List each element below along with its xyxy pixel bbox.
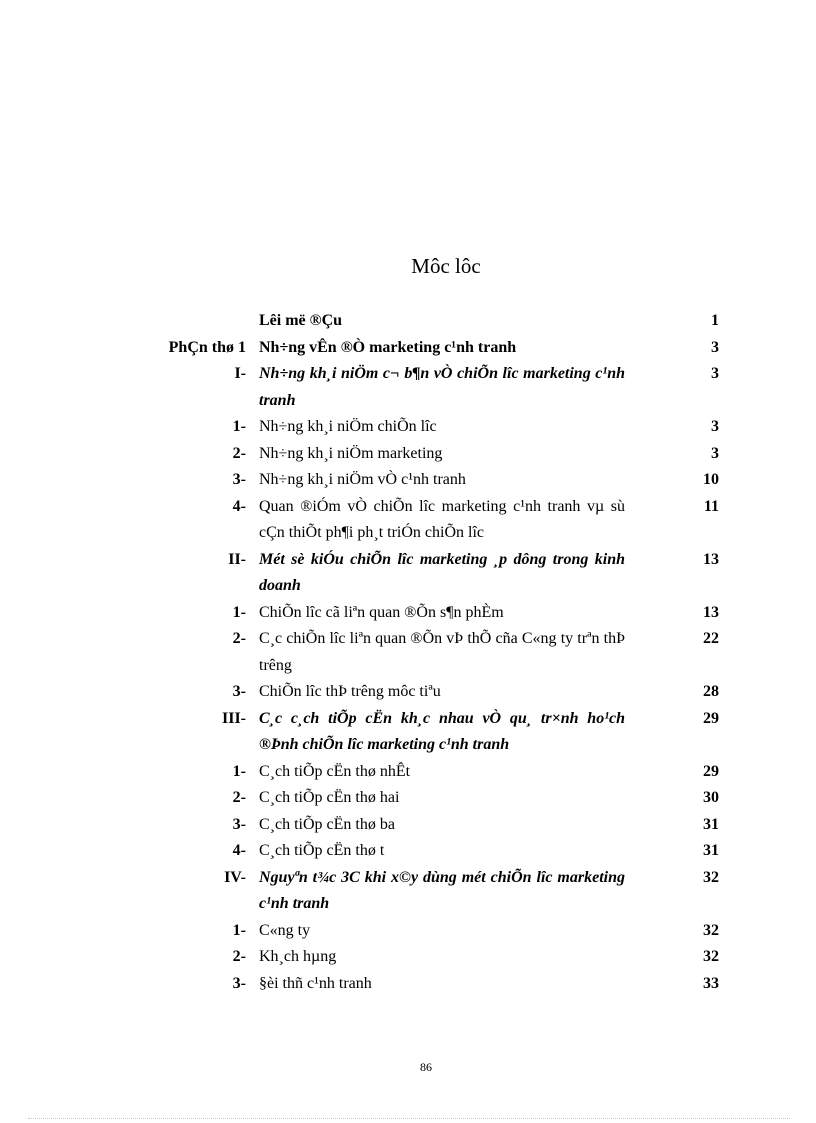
toc-entry-text: §èi thñ c¹nh tranh — [259, 974, 372, 992]
table-of-contents — [0, 308, 816, 997]
toc-entry-text: Kh¸ch hµng — [259, 948, 337, 965]
toc-entry — [0, 706, 816, 759]
toc-entry-text: Lêi më ®Çu — [259, 312, 343, 329]
toc-entry-page: 29 — [703, 709, 719, 727]
toc-entry-label: 2- — [232, 630, 246, 647]
toc-entry-label: 3- — [232, 974, 246, 992]
toc-entry-text: C¸ch tiÕp cËn thø ba — [259, 815, 395, 833]
toc-entry — [0, 335, 816, 362]
page-number: 86 — [420, 1060, 432, 1074]
toc-entry-text: Quan ®iÓm vÒ chiÕn lîc marketing c¹nh tranh vµ sù cÇn thiÕt ph¶i ph¸t triÓn chiÕn lîc — [259, 497, 625, 541]
toc-entry-label: 3- — [232, 471, 246, 488]
toc-entry — [0, 441, 816, 468]
toc-entry-page: 22 — [703, 630, 719, 647]
toc-entry — [0, 812, 816, 839]
toc-entry-page: 29 — [703, 762, 719, 780]
toc-entry-label: 3- — [232, 683, 246, 700]
toc-entry-label: 1- — [232, 921, 246, 939]
toc-entry-text: Nh÷ng kh¸i niÖm chiÕn lîc — [259, 418, 437, 435]
toc-entry — [0, 865, 816, 918]
toc-entry-label: 2- — [232, 789, 246, 806]
toc-entry-page: 3 — [711, 365, 719, 382]
toc-entry — [0, 467, 816, 494]
toc-entry-page: 13 — [703, 603, 719, 621]
toc-entry — [0, 759, 816, 786]
toc-entry-text: C¸ch tiÕp cËn thø hai — [259, 789, 400, 806]
toc-entry-text: C¸c c¸ch tiÕp cËn kh¸c nhau vÒ qu¸ tr×nh ho¹ch ®Þnh chiÕn lîc marketing c¹nh tranh — [259, 709, 625, 753]
toc-entry-label: PhÇn thø 1 — [168, 338, 246, 356]
toc-entry-label: IV- — [224, 868, 246, 886]
toc-entry-text: Nh÷ng kh¸i niÖm vÒ c¹nh tranh — [259, 471, 466, 488]
toc-entry-text: C¸ch tiÕp cËn thø t — [259, 842, 385, 859]
toc-entry-page: 3 — [711, 444, 719, 462]
toc-entry-page: 32 — [703, 868, 719, 886]
toc-entry — [0, 626, 816, 679]
toc-entry-page: 32 — [703, 921, 719, 939]
toc-entry-page: 3 — [711, 418, 719, 435]
toc-entry-text: C¸c chiÕn lîc liªn quan ®Õn vÞ thÕ cña C«ng ty trªn thÞ trêng — [259, 630, 625, 674]
toc-entry — [0, 308, 816, 335]
toc-entry — [0, 679, 816, 706]
toc-entry-text: Mét sè kiÓu chiÕn lîc marketing ¸p dông trong kinh doanh — [259, 550, 625, 594]
toc-entry-text: C¸ch tiÕp cËn thø nhÊt — [259, 762, 411, 780]
toc-entry-page: 32 — [703, 948, 719, 965]
toc-entry-page: 31 — [703, 842, 719, 859]
toc-entry-page: 30 — [703, 789, 719, 806]
toc-entry-page: 33 — [703, 974, 719, 992]
toc-entry-label: 1- — [232, 762, 246, 780]
toc-entry-text: Nguyªn t¾c 3C khi x©y dùng mét chiÕn lîc marketing c¹nh tranh — [259, 868, 625, 912]
toc-entry — [0, 918, 816, 945]
toc-entry — [0, 414, 816, 441]
toc-entry-page: 1 — [711, 312, 719, 329]
toc-entry — [0, 785, 816, 812]
toc-entry-page: 3 — [711, 338, 719, 356]
toc-entry — [0, 600, 816, 627]
toc-entry-label: 2- — [232, 948, 246, 965]
toc-entry-label: 1- — [232, 603, 246, 621]
toc-entry-label: II- — [228, 550, 246, 568]
page-bottom-rule — [28, 1118, 790, 1119]
toc-entry-text: Nh÷ng kh¸i niÖm marketing — [259, 444, 443, 462]
toc-entry-page: 10 — [703, 471, 719, 488]
toc-entry — [0, 361, 816, 414]
toc-entry-page: 11 — [703, 497, 719, 515]
toc-entry-label: 4- — [232, 842, 246, 859]
toc-entry-page: 13 — [703, 550, 719, 568]
toc-entry-text: ChiÕn lîc cã liªn quan ®Õn s¶n phÈm — [259, 603, 504, 621]
toc-entry — [0, 838, 816, 865]
toc-entry — [0, 971, 816, 998]
toc-entry-text: ChiÕn lîc thÞ trêng môc tiªu — [259, 683, 441, 700]
toc-entry-text: Nh÷ng vÊn ®Ò marketing c¹nh tranh — [259, 338, 517, 356]
toc-entry — [0, 547, 816, 600]
toc-entry-label: 3- — [232, 815, 246, 833]
toc-entry-label: I- — [234, 365, 246, 382]
toc-entry-text: Nh÷ng kh¸i niÖm c¬ b¶n vÒ chiÕn lîc marketing c¹nh tranh — [259, 365, 625, 409]
toc-entry-label: III- — [221, 709, 246, 727]
toc-entry — [0, 494, 816, 547]
toc-entry-page: 28 — [703, 683, 719, 700]
page-title: Môc lôc — [411, 254, 481, 278]
toc-entry-label: 2- — [232, 444, 246, 462]
toc-entry-label: 4- — [232, 497, 246, 515]
toc-entry-label: 1- — [232, 418, 246, 435]
toc-entry-text: C«ng ty — [259, 921, 311, 939]
toc-entry-page: 31 — [703, 815, 719, 833]
toc-entry — [0, 944, 816, 971]
